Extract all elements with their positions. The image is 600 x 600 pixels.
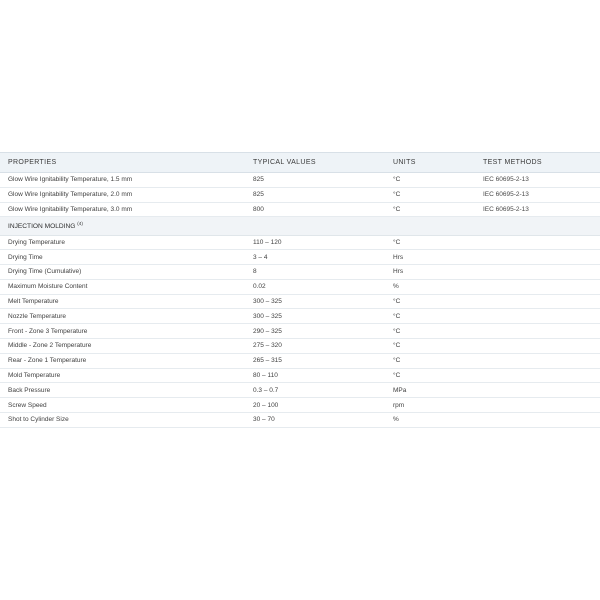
cell-unit: °C xyxy=(385,324,475,339)
table-header xyxy=(0,153,600,173)
table-row xyxy=(0,383,600,398)
table-section-row xyxy=(0,217,600,235)
cell-typical-value: 8 xyxy=(245,265,385,280)
cell-unit: MPa xyxy=(385,383,475,398)
table-row xyxy=(0,173,600,188)
table-row xyxy=(0,368,600,383)
table-row xyxy=(0,412,600,427)
table-header-row xyxy=(0,153,600,173)
cell-unit: Hrs xyxy=(385,265,475,280)
cell-unit: rpm xyxy=(385,398,475,413)
table-row xyxy=(0,265,600,280)
cell-unit: °C xyxy=(385,353,475,368)
cell-typical-value: 3 – 4 xyxy=(245,250,385,265)
cell-unit: % xyxy=(385,412,475,427)
cell-typical-value: 110 – 120 xyxy=(245,235,385,250)
cell-typical-value: 825 xyxy=(245,187,385,202)
cell-property: Middle - Zone 2 Temperature xyxy=(0,339,245,354)
section-title-label: INJECTION MOLDING xyxy=(8,223,76,231)
table-row xyxy=(0,339,600,354)
cell-test-method xyxy=(475,235,600,250)
cell-test-method xyxy=(475,279,600,294)
cell-property: Melt Temperature xyxy=(0,294,245,309)
cell-property: Front - Zone 3 Temperature xyxy=(0,324,245,339)
table-row xyxy=(0,279,600,294)
table-row xyxy=(0,250,600,265)
cell-test-method: IEC 60695-2-13 xyxy=(475,187,600,202)
table-row xyxy=(0,398,600,413)
cell-typical-value: 300 – 325 xyxy=(245,294,385,309)
cell-unit: °C xyxy=(385,339,475,354)
cell-property: Drying Time (Cumulative) xyxy=(0,265,245,280)
cell-test-method xyxy=(475,309,600,324)
cell-test-method xyxy=(475,412,600,427)
cell-property: Nozzle Temperature xyxy=(0,309,245,324)
cell-typical-value: 275 – 320 xyxy=(245,339,385,354)
cell-typical-value: 290 – 325 xyxy=(245,324,385,339)
table-row xyxy=(0,202,600,217)
cell-typical-value: 20 – 100 xyxy=(245,398,385,413)
cell-test-method xyxy=(475,398,600,413)
column-header-units: UNITS xyxy=(385,153,475,173)
cell-property: Drying Time xyxy=(0,250,245,265)
section-title xyxy=(0,217,600,235)
column-header-properties: PROPERTIES xyxy=(0,153,245,173)
cell-typical-value: 30 – 70 xyxy=(245,412,385,427)
cell-unit: °C xyxy=(385,173,475,188)
cell-test-method xyxy=(475,324,600,339)
table-body xyxy=(0,173,600,428)
cell-unit: °C xyxy=(385,187,475,202)
cell-test-method xyxy=(475,353,600,368)
table-row xyxy=(0,309,600,324)
table-row xyxy=(0,324,600,339)
cell-test-method: IEC 60695-2-13 xyxy=(475,202,600,217)
properties-table-container xyxy=(0,152,600,428)
cell-typical-value: 800 xyxy=(245,202,385,217)
cell-test-method xyxy=(475,339,600,354)
table-row xyxy=(0,353,600,368)
properties-table xyxy=(0,152,600,428)
cell-typical-value: 0.3 – 0.7 xyxy=(245,383,385,398)
cell-typical-value: 0.02 xyxy=(245,279,385,294)
table-row xyxy=(0,235,600,250)
cell-unit: °C xyxy=(385,235,475,250)
cell-property: Shot to Cylinder Size xyxy=(0,412,245,427)
cell-typical-value: 80 – 110 xyxy=(245,368,385,383)
cell-property: Rear - Zone 1 Temperature xyxy=(0,353,245,368)
cell-property: Drying Temperature xyxy=(0,235,245,250)
cell-test-method xyxy=(475,383,600,398)
table-row xyxy=(0,294,600,309)
cell-unit: °C xyxy=(385,202,475,217)
cell-test-method xyxy=(475,368,600,383)
cell-property: Glow Wire Ignitability Temperature, 2.0 mm xyxy=(0,187,245,202)
cell-property: Mold Temperature xyxy=(0,368,245,383)
cell-property: Back Pressure xyxy=(0,383,245,398)
table-row xyxy=(0,187,600,202)
cell-unit: °C xyxy=(385,294,475,309)
cell-test-method xyxy=(475,250,600,265)
cell-typical-value: 825 xyxy=(245,173,385,188)
cell-unit: °C xyxy=(385,368,475,383)
cell-property: Glow Wire Ignitability Temperature, 3.0 mm xyxy=(0,202,245,217)
cell-test-method: IEC 60695-2-13 xyxy=(475,173,600,188)
cell-typical-value: 265 – 315 xyxy=(245,353,385,368)
cell-typical-value: 300 – 325 xyxy=(245,309,385,324)
cell-unit: Hrs xyxy=(385,250,475,265)
column-header-typical-values: TYPICAL VALUES xyxy=(245,153,385,173)
cell-unit: % xyxy=(385,279,475,294)
cell-test-method xyxy=(475,294,600,309)
cell-property: Maximum Moisture Content xyxy=(0,279,245,294)
cell-property: Screw Speed xyxy=(0,398,245,413)
cell-test-method xyxy=(475,265,600,280)
section-footnote-marker: (4) xyxy=(77,221,83,227)
cell-unit: °C xyxy=(385,309,475,324)
cell-property: Glow Wire Ignitability Temperature, 1.5 mm xyxy=(0,173,245,188)
column-header-test-methods: TEST METHODS xyxy=(475,153,600,173)
